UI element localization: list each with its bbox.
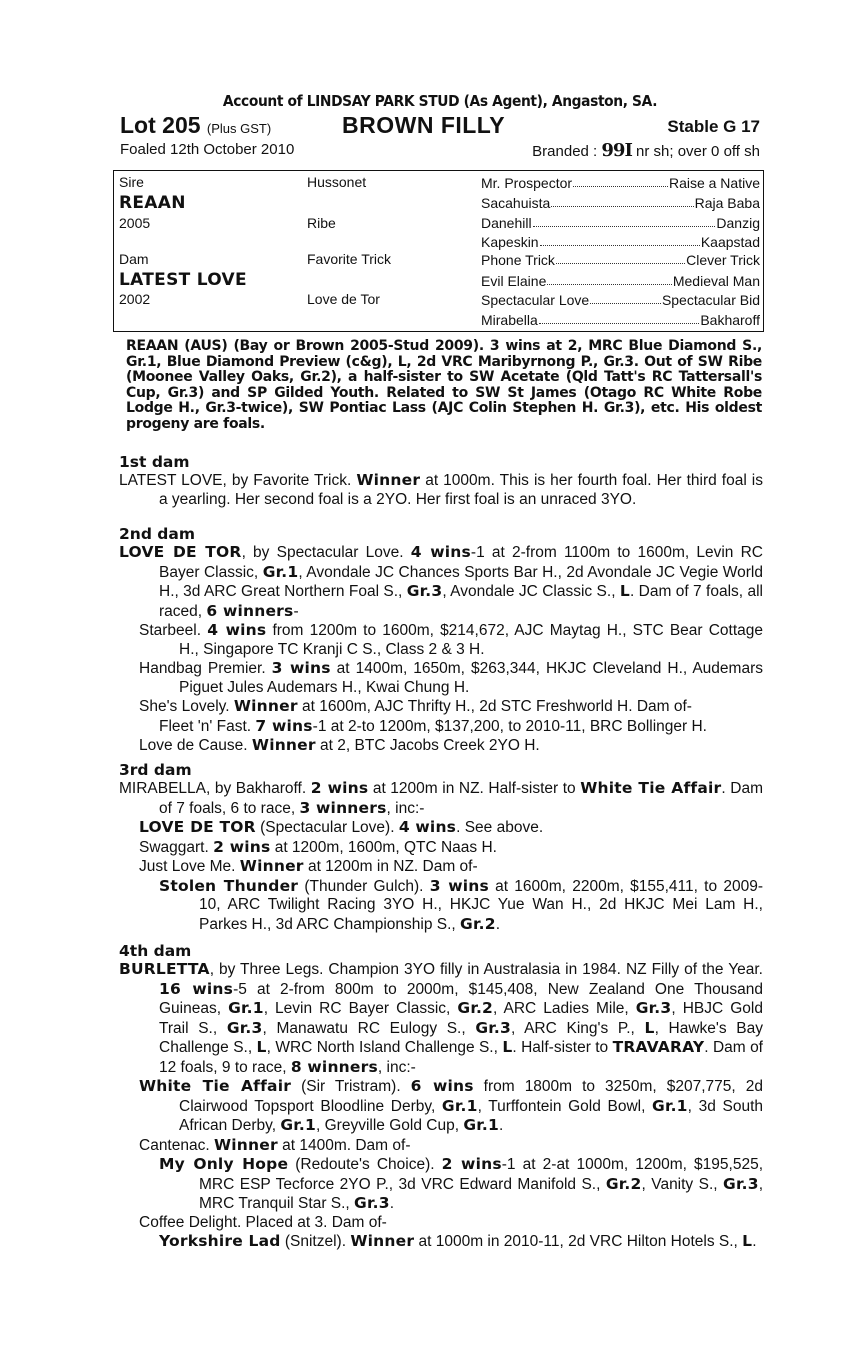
bold-highlight: 8 winners xyxy=(290,1057,378,1076)
bold-highlight: Stolen Thunder xyxy=(159,876,299,895)
gen3-row: Sacahuista Raja Baba xyxy=(481,195,760,211)
lot-number: Lot 205 (Plus GST) xyxy=(120,112,272,138)
bold-highlight: Winner xyxy=(239,857,304,875)
produce-list xyxy=(119,543,763,756)
bold-highlight: 6 wins xyxy=(410,1077,474,1095)
third-dam-section xyxy=(119,761,763,934)
gen3-row: Evil Elaine Medieval Man xyxy=(481,273,760,289)
produce-entry: Handbag Premier. 3 wins at 1400m, 1650m, $263,344, HKJC Cleveland H., Audemars Piguet Jules Audemars H., Kwai Chung H. xyxy=(139,659,763,696)
dam-paragraph: LATEST LOVE, by Favorite Trick. Winner at 1000m. This is her fourth foal. Her third foal is a yearling. Her second foal is a 2YO. Her first foal is an unraced 3YO. xyxy=(119,471,763,508)
bold-highlight: Yorkshire Lad xyxy=(159,1232,281,1250)
bold-highlight: Gr.1 xyxy=(441,1096,478,1115)
gen3-row: Danehill Danzig xyxy=(481,215,760,231)
gen3-row: Kapeskin Kaapstad xyxy=(481,234,760,250)
bold-highlight: White Tie Affair xyxy=(580,779,722,797)
pedigree-table xyxy=(113,170,764,332)
dam-name: LATEST LOVE xyxy=(119,270,247,290)
produce-entry: Just Love Me. Winner at 1200m in NZ. Dam of- xyxy=(139,857,478,875)
lot-description: BROWN FILLY xyxy=(342,112,506,138)
bold-highlight: Winner xyxy=(251,736,316,754)
foaled-date: Foaled 12th October 2010 xyxy=(120,141,295,158)
vendor-account-line: Account of LINDSAY PARK STUD (As Agent), Angaston, SA. xyxy=(222,92,658,110)
brand-info: Branded : 99I nr sh; over 0 off sh xyxy=(532,140,760,161)
bold-highlight: L xyxy=(502,1038,513,1056)
bold-highlight: Gr.3 xyxy=(475,1018,511,1037)
bold-highlight: 2 wins xyxy=(310,779,369,797)
lot-heading xyxy=(120,112,762,140)
bold-highlight: 7 wins xyxy=(255,716,313,735)
produce-entry: She's Lovely. Winner at 1600m, AJC Thrifty H., 2d STC Freshworld H. Dam of- xyxy=(139,697,692,715)
sire-summary: REAAN (AUS) (Bay or Brown 2005-Stud 2009). 3 wins at 2, MRC Blue Diamond S., Gr.1, Blue Diamond Preview (c&g), L, 2d VRC Maribyrnong P., Gr.3. Out of SW Ribe (Moonee Valley Oaks, Gr.2), a half-sister to SW Acetate (Qld Tatt's RC Tattersall's Cup, Gr.3) and SP Gilded Youth. Related to SW St James (Otago RC White Robe Lodge H., Gr.3-twice), SW Pontiac Lass (AJC Colin Stephen H. Gr.3), etc. His oldest progeny are foals. xyxy=(126,338,762,432)
bold-highlight: L xyxy=(644,1018,655,1037)
bold-highlight: Gr.1 xyxy=(228,999,264,1017)
bold-highlight: 2 wins xyxy=(213,837,271,856)
dam-dam: Love de Tor xyxy=(307,291,380,307)
bold-highlight: TRAVARAY xyxy=(612,1038,705,1056)
produce-entry: Fleet 'n' Fast. 7 wins-1 at 2-to 1200m, $137,200, to 2010-11, BRC Bollinger H. xyxy=(159,716,707,735)
bold-highlight: 3 winners xyxy=(299,798,387,817)
produce-entry: Stolen Thunder (Thunder Gulch). 3 wins at 1600m, 2200m, $155,411, to 2009-10, ARC Twilight Racing 3YO H., HKJC Yue Wan H., 2d HKJC Mei Lam H., Parkes H., 3d ARC Championship S., Gr.2. xyxy=(159,876,763,933)
bold-highlight: Winner xyxy=(350,1232,415,1250)
fourth-dam-section xyxy=(119,942,763,1252)
produce-entry: BURLETTA, by Three Legs. Champion 3YO filly in Australasia in 1984. NZ Filly of the Year. 16 wins-5 at 2-from 800m to 2000m, $145,408, New Zealand One Thousand Guineas, Gr.1, Levin RC Bayer Classic, Gr.2, ARC Ladies Mile, Gr.3, HBJC Gold Trail S., Gr.3, Manawatu RC Eulogy S., Gr.3, ARC King's P., L, Hawke's Bay Challenge S., L, WRC North Island Challenge S., L. Half-sister to TRAVARAY. Dam of 12 foals, 9 to race, 8 winners, inc:- xyxy=(119,960,764,1076)
bold-highlight: 2 wins xyxy=(441,1155,502,1173)
brand-mark: 99I xyxy=(601,140,632,161)
bold-highlight: 4 wins xyxy=(207,621,267,639)
bold-highlight: Gr.2 xyxy=(460,914,496,933)
produce-list xyxy=(119,779,763,934)
bold-highlight: BURLETTA xyxy=(119,960,210,978)
sire-label: Sire xyxy=(119,174,144,190)
gen3-row: Mirabella Bakharoff xyxy=(481,312,760,328)
bold-highlight: Gr.1 xyxy=(280,1116,316,1134)
section-heading: 1st dam xyxy=(119,453,190,471)
section-heading: 4th dam xyxy=(119,942,192,960)
bold-highlight: Gr.3 xyxy=(723,1174,759,1193)
section-heading: 2nd dam xyxy=(119,525,196,543)
second-dam-section xyxy=(119,525,763,756)
bold-highlight: 16 wins xyxy=(159,979,234,998)
sire-name: REAAN xyxy=(119,193,186,213)
produce-entry: Coffee Delight. Placed at 3. Dam of- xyxy=(139,1213,387,1231)
sire-sire: Hussonet xyxy=(307,174,367,190)
produce-entry: LOVE DE TOR, by Spectacular Love. 4 wins-1 at 2-from 1100m to 1600m, Levin RC Bayer Classic, Gr.1, Avondale JC Chances Sports Bar H., 2d Avondale JC Vegie World H., 3d ARC Great Northern Foal S., Gr.3, Avondale JC Classic S., L. Dam of 7 foals, all raced, 6 winners- xyxy=(119,543,763,620)
bold-highlight: L xyxy=(742,1232,753,1250)
bold-highlight: L xyxy=(256,1038,267,1056)
produce-entry: Yorkshire Lad (Snitzel). Winner at 1000m in 2010-11, 2d VRC Hilton Hotels S., L. xyxy=(159,1232,757,1250)
bold-highlight: L xyxy=(619,582,630,600)
produce-entry: Starbeel. 4 wins from 1200m to 1600m, $214,672, AJC Maytag H., STC Bear Cottage H., Singapore TC Kranji C S., Class 2 & 3 H. xyxy=(139,621,763,658)
produce-entry: Love de Cause. Winner at 2, BTC Jacobs Creek 2YO H. xyxy=(139,736,540,754)
bold-highlight: Gr.1 xyxy=(463,1116,499,1134)
bold-highlight: Gr.3 xyxy=(635,999,672,1017)
produce-entry: My Only Hope (Redoute's Choice). 2 wins-1 at 2-at 1000m, 1200m, $195,525, MRC ESP Tecforce 2YO P., 3d VRC Edward Manifold S., Gr.2, Vanity S., Gr.3, MRC Tranquil Star S., Gr.3. xyxy=(159,1155,764,1212)
bold-highlight: Gr.3 xyxy=(354,1194,390,1212)
produce-entry: LOVE DE TOR (Spectacular Love). 4 wins. See above. xyxy=(139,818,544,836)
bold-highlight: 4 wins xyxy=(398,818,457,836)
bold-highlight: LOVE DE TOR xyxy=(119,543,242,561)
sire-year: 2005 xyxy=(119,215,151,231)
bold-highlight: Winner xyxy=(356,471,421,489)
produce-list xyxy=(119,960,763,1252)
produce-entry: Cantenac. Winner at 1400m. Dam of- xyxy=(139,1135,411,1154)
gen3-row: Phone Trick Clever Trick xyxy=(481,252,760,268)
bold-highlight: White Tie Affair xyxy=(139,1077,292,1095)
bold-highlight: Gr.3 xyxy=(226,1018,263,1037)
gen3-row: Mr. Prospector Raise a Native xyxy=(481,175,760,191)
section-heading: 3rd dam xyxy=(119,761,192,779)
stable-location: Stable G 17 xyxy=(667,117,760,136)
bold-highlight: Winner xyxy=(213,1135,278,1154)
dam-year: 2002 xyxy=(119,291,151,307)
bold-highlight: LOVE DE TOR xyxy=(139,818,256,836)
bold-highlight: 4 wins xyxy=(410,543,471,561)
produce-entry: MIRABELLA, by Bakharoff. 2 wins at 1200m in NZ. Half-sister to White Tie Affair. Dam of 7 foals, 6 to race, 3 winners, inc:- xyxy=(119,779,763,817)
bold-highlight: My Only Hope xyxy=(159,1155,289,1173)
bold-highlight: 3 wins xyxy=(429,876,489,895)
gen3-row: Spectacular Love Spectacular Bid xyxy=(481,292,760,308)
bold-highlight: 3 wins xyxy=(271,659,331,677)
produce-entry: White Tie Affair (Sir Tristram). 6 wins from 1800m to 3250m, $207,775, 2d Clairwood Topsport Bloodline Derby, Gr.1, Turffontein Gold Bowl, Gr.1, 3d South African Derby, Gr.1, Greyville Gold Cup, Gr.1. xyxy=(139,1077,764,1134)
bold-highlight: Gr.1 xyxy=(652,1096,688,1115)
first-dam-section xyxy=(119,453,763,509)
bold-highlight: Gr.3 xyxy=(406,582,443,600)
dam-sire: Favorite Trick xyxy=(307,251,392,267)
bold-highlight: Gr.2 xyxy=(457,999,494,1017)
bold-highlight: Gr.1 xyxy=(262,562,299,581)
produce-entry: Swaggart. 2 wins at 1200m, 1600m, QTC Naas H. xyxy=(139,837,497,856)
bold-highlight: Gr.2 xyxy=(605,1174,642,1193)
bold-highlight: Winner xyxy=(233,697,298,715)
gst-note: (Plus GST) xyxy=(206,121,272,136)
sire-dam: Ribe xyxy=(307,215,336,231)
dam-label: Dam xyxy=(119,251,149,267)
bold-highlight: 6 winners xyxy=(206,601,294,620)
